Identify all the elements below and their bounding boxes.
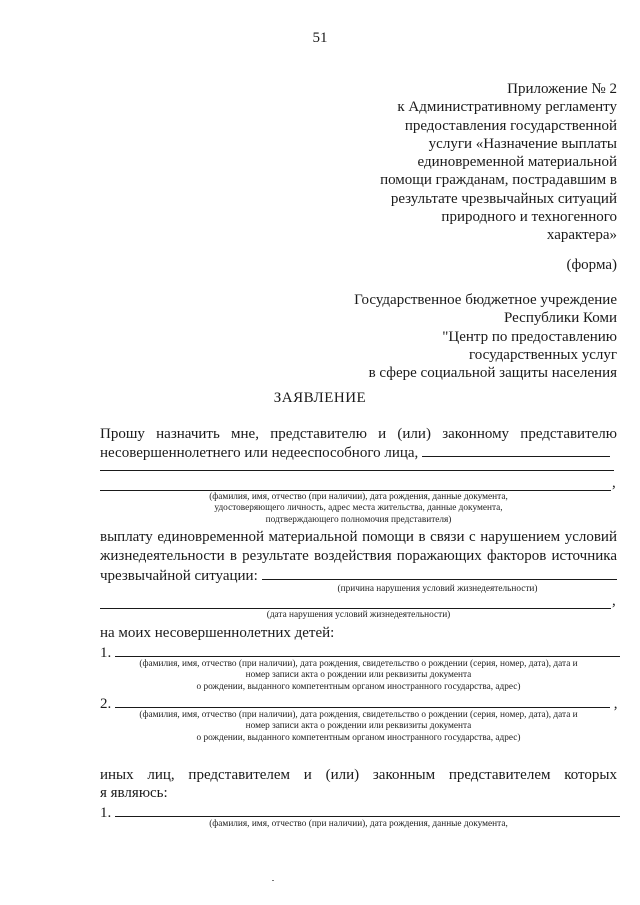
appendix-line: предоставления государственной: [404, 117, 617, 134]
payment-line-1: выплату единовременной материальной помощи в связи с нарушением условий: [100, 529, 617, 545]
applicant-field[interactable]: [422, 443, 610, 457]
child-item-number: 2.: [100, 696, 112, 712]
date-field-line[interactable]: [100, 608, 611, 609]
scan-speck: [272, 880, 274, 881]
payment-line-3: [100, 566, 617, 585]
request-line-2-text: несовершеннолетнего или недееспособного лица,: [100, 445, 419, 461]
caption-line: (фамилия, имя, отчество (при наличии), дата рождения, свидетельство о рождении (серия, номер, дата), дата и: [139, 710, 578, 720]
request-line-1: Прошу назначить мне, представителю и (или) законному представителю: [100, 426, 617, 442]
appendix-line: единовременной материальной: [417, 154, 617, 171]
comma: ,: [613, 696, 618, 712]
child-1-caption: [90, 659, 627, 693]
caption-line: о рождении, выданного компетентным органом иностранного государства, адрес): [196, 732, 521, 743]
reason-field[interactable]: [262, 566, 617, 580]
form-label: (форма): [566, 257, 617, 273]
others-line-2: я являюсь:: [100, 785, 168, 801]
others-item-number: 1.: [100, 805, 112, 821]
comma: ,: [612, 593, 616, 609]
addressee-line: Государственное бюджетное учреждение: [354, 292, 617, 308]
caption-line: подтверждающего полномочия представителя): [265, 514, 452, 525]
appendix-line: природного и техногенного: [441, 209, 617, 226]
child-2-field[interactable]: [115, 694, 610, 708]
page-number: 51: [312, 30, 328, 46]
addressee-line: в сфере социальной защиты населения: [368, 365, 617, 382]
others-1-field[interactable]: [115, 803, 620, 817]
appendix-line: результате чрезвычайных ситуаций: [390, 190, 617, 207]
caption-line: номер записи акта о рождении или реквизиты документа: [245, 670, 472, 681]
child-2-caption: [90, 710, 627, 744]
others-1-caption: (фамилия, имя, отчество (при наличии), дата рождения, данные документа,: [209, 819, 508, 829]
comma: ,: [612, 475, 616, 491]
applicant-field-line[interactable]: [100, 470, 614, 471]
child-item-number: 1.: [100, 645, 112, 661]
date-caption: (дата нарушения условий жизнедеятельности): [266, 610, 451, 620]
addressee-line: "Центр по предоставлению: [442, 328, 617, 345]
payment-line-2: жизнедеятельности в результате воздействия поражающих факторов источника: [100, 548, 617, 564]
children-heading: на моих несовершеннолетних детей:: [100, 625, 335, 641]
appendix-line: услуги «Назначение выплаты: [428, 135, 617, 152]
applicant-field-line[interactable]: [100, 490, 611, 491]
document-title: ЗАЯВЛЕНИЕ: [273, 390, 367, 406]
appendix-line: к Административному регламенту: [397, 99, 617, 116]
addressee-block: [354, 291, 617, 382]
request-line-2: [100, 443, 610, 462]
caption-line: удостоверяющего личность, адрес места жительства, данные документа,: [214, 503, 503, 514]
caption-line: номер записи акта о рождении или реквизиты документа: [245, 721, 472, 732]
reason-caption: (причина нарушения условий жизнедеятельности): [337, 584, 538, 594]
addressee-line: Республики Коми: [504, 310, 617, 327]
others-line-1: иных лиц, представителем и (или) законным представителем которых: [100, 767, 617, 783]
appendix-line: помощи гражданам, пострадавшим в: [380, 172, 617, 189]
appendix-line: Приложение № 2: [507, 81, 617, 97]
addressee-line: государственных услуг: [468, 346, 617, 363]
caption-line: (фамилия, имя, отчество (при наличии), дата рождения, данные документа,: [209, 492, 508, 502]
appendix-header: [380, 80, 617, 245]
caption-line: (фамилия, имя, отчество (при наличии), дата рождения, свидетельство о рождении (серия, номер, дата), дата и: [139, 659, 578, 669]
caption-line: о рождении, выданного компетентным органом иностранного государства, адрес): [196, 681, 521, 692]
applicant-caption: [100, 492, 617, 526]
payment-line-3-text: чрезвычайной ситуации:: [100, 568, 258, 584]
child-1-field[interactable]: [115, 643, 620, 657]
appendix-line: характера»: [546, 227, 617, 244]
